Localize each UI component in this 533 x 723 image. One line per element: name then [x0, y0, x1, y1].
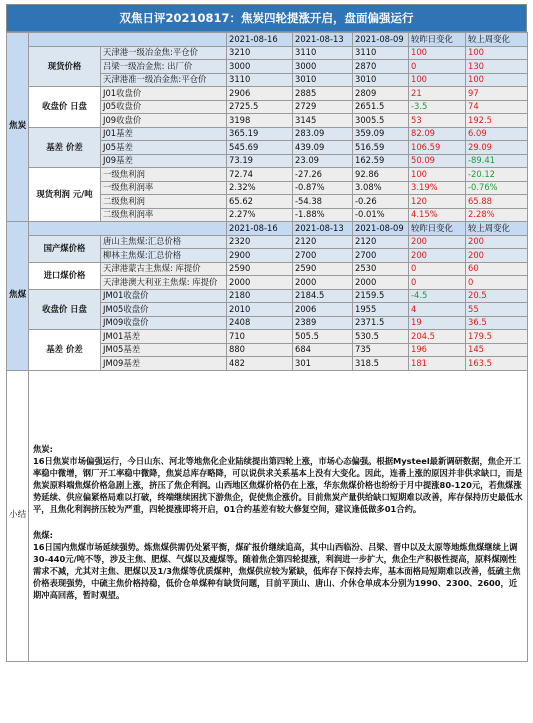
change-cell: 6.09 — [466, 127, 528, 141]
column-header: 较昨日变化 — [409, 33, 466, 47]
header-row — [7, 222, 528, 236]
report-title: 双焦日评20210817：焦炭四轮提涨开启，盘面偏强运行 — [6, 4, 527, 32]
summary-box — [29, 370, 528, 661]
value-cell: 73.19 — [227, 154, 293, 168]
change-cell: 200 — [466, 235, 528, 249]
indicator-name: J01基差 — [101, 127, 227, 141]
change-cell: -20.12 — [466, 168, 528, 182]
value-cell: 2.32% — [227, 181, 293, 195]
value-cell: 3005.5 — [353, 114, 409, 128]
value-cell: 3000 — [227, 60, 293, 74]
change-cell: 130 — [466, 60, 528, 74]
coking-coal-section — [7, 222, 528, 371]
value-cell: -0.26 — [353, 195, 409, 209]
column-header: 较昨日变化 — [409, 222, 466, 236]
change-cell: 100 — [466, 73, 528, 87]
value-cell: 3.08% — [353, 181, 409, 195]
value-cell: 2371.5 — [353, 316, 409, 330]
indicator-name: 天津港准一级冶金焦:平仓价 — [101, 73, 227, 87]
value-cell: 2120 — [293, 235, 353, 249]
change-cell: 179.5 — [466, 330, 528, 344]
change-cell: 100 — [409, 168, 466, 182]
value-cell: 545.69 — [227, 141, 293, 155]
change-cell: 100 — [409, 73, 466, 87]
change-cell: 192.5 — [466, 114, 528, 128]
change-cell: 204.5 — [409, 330, 466, 344]
value-cell: 2809 — [353, 87, 409, 101]
indicator-name: JM05基差 — [101, 343, 227, 357]
daily-report — [6, 4, 527, 715]
column-header: 较上周变化 — [466, 222, 528, 236]
change-cell: 0 — [409, 60, 466, 74]
value-cell: 2729 — [293, 100, 353, 114]
value-cell: 2389 — [293, 316, 353, 330]
coal-summary — [33, 529, 523, 601]
category-label: 基差 价差 — [29, 330, 101, 371]
change-cell: 60 — [466, 262, 528, 276]
change-cell: 97 — [466, 87, 528, 101]
value-cell: 710 — [227, 330, 293, 344]
indicator-name: JM09收盘价 — [101, 316, 227, 330]
change-cell: 53 — [409, 114, 466, 128]
indicator-name: 一级焦利润率 — [101, 181, 227, 195]
value-cell: 2184.5 — [293, 289, 353, 303]
value-cell: 3010 — [353, 73, 409, 87]
value-cell: -1.88% — [293, 208, 353, 222]
value-cell: 3198 — [227, 114, 293, 128]
column-header: 2021-08-16 — [227, 222, 293, 236]
region-label: 焦煤 — [7, 222, 29, 371]
value-cell: 2.27% — [227, 208, 293, 222]
value-cell: 2530 — [353, 262, 409, 276]
value-cell: 2900 — [227, 249, 293, 263]
region-label: 焦炭 — [7, 33, 29, 222]
value-cell: 359.09 — [353, 127, 409, 141]
value-cell: 2120 — [353, 235, 409, 249]
value-cell: 2000 — [293, 276, 353, 290]
table-row — [7, 289, 528, 303]
change-cell: 4 — [409, 303, 466, 317]
value-cell: 516.59 — [353, 141, 409, 155]
value-cell: 3145 — [293, 114, 353, 128]
value-cell: 23.09 — [293, 154, 353, 168]
value-cell: 735 — [353, 343, 409, 357]
value-cell: 880 — [227, 343, 293, 357]
value-cell: 2006 — [293, 303, 353, 317]
category-label: 现货价格 — [29, 46, 101, 87]
change-cell: 74 — [466, 100, 528, 114]
indicator-name: J05基差 — [101, 141, 227, 155]
value-cell: 2700 — [293, 249, 353, 263]
category-label: 进口煤价格 — [29, 262, 101, 289]
coal-summary-title: 焦煤: — [33, 529, 53, 540]
change-cell: 20.5 — [466, 289, 528, 303]
value-cell: 92.86 — [353, 168, 409, 182]
change-cell: 106.59 — [409, 141, 466, 155]
change-cell: -89.41 — [466, 154, 528, 168]
change-cell: 181 — [409, 357, 466, 371]
column-header: 2021-08-13 — [293, 33, 353, 47]
value-cell: 2010 — [227, 303, 293, 317]
change-cell: 100 — [466, 46, 528, 60]
change-cell: 65.88 — [466, 195, 528, 209]
change-cell: 36.5 — [466, 316, 528, 330]
change-cell: 0 — [409, 262, 466, 276]
change-cell: 100 — [409, 46, 466, 60]
change-cell: 120 — [409, 195, 466, 209]
value-cell: 3110 — [353, 46, 409, 60]
value-cell: 2700 — [353, 249, 409, 263]
value-cell: -27.26 — [293, 168, 353, 182]
column-header: 2021-08-16 — [227, 33, 293, 47]
value-cell: 3110 — [227, 73, 293, 87]
value-cell: 2408 — [227, 316, 293, 330]
value-cell: 365.19 — [227, 127, 293, 141]
indicator-name: 天津港蒙古主焦煤: 库提价 — [101, 262, 227, 276]
value-cell: 684 — [293, 343, 353, 357]
value-cell: 318.5 — [353, 357, 409, 371]
indicator-name: 一级焦利润 — [101, 168, 227, 182]
indicator-name: J05收盘价 — [101, 100, 227, 114]
value-cell: 2651.5 — [353, 100, 409, 114]
change-cell: 55 — [466, 303, 528, 317]
header-blank — [29, 33, 227, 47]
change-cell: 0 — [466, 276, 528, 290]
change-cell: 4.15% — [409, 208, 466, 222]
change-cell: 145 — [466, 343, 528, 357]
value-cell: 2590 — [293, 262, 353, 276]
category-label: 国产煤价格 — [29, 235, 101, 262]
change-cell: -3.5 — [409, 100, 466, 114]
value-cell: 3000 — [293, 60, 353, 74]
indicator-name: 柳林主焦煤:汇总价格 — [101, 249, 227, 263]
category-label: 收盘价 日盘 — [29, 87, 101, 128]
indicator-name: J09基差 — [101, 154, 227, 168]
category-label: 现货利润 元/吨 — [29, 168, 101, 222]
table-row — [7, 127, 528, 141]
change-cell: 50.09 — [409, 154, 466, 168]
change-cell: 21 — [409, 87, 466, 101]
change-cell: 196 — [409, 343, 466, 357]
value-cell: 2320 — [227, 235, 293, 249]
price-table — [6, 32, 528, 662]
summary-label: 小结 — [7, 370, 29, 661]
coke-section — [7, 33, 528, 222]
indicator-name: J09收盘价 — [101, 114, 227, 128]
header-row — [7, 33, 528, 47]
value-cell: 2159.5 — [353, 289, 409, 303]
table-row — [7, 46, 528, 60]
change-cell: 19 — [409, 316, 466, 330]
change-cell: -0.76% — [466, 181, 528, 195]
indicator-name: 唐山主焦煤:汇总价格 — [101, 235, 227, 249]
change-cell: -4.5 — [409, 289, 466, 303]
value-cell: 2000 — [353, 276, 409, 290]
indicator-name: 天津港一级冶金焦:平仓价 — [101, 46, 227, 60]
value-cell: 283.09 — [293, 127, 353, 141]
change-cell: 82.09 — [409, 127, 466, 141]
change-cell: 3.19% — [409, 181, 466, 195]
indicator-name: JM01收盘价 — [101, 289, 227, 303]
indicator-name: JM05收盘价 — [101, 303, 227, 317]
coke-summary — [33, 443, 523, 515]
table-row — [7, 168, 528, 182]
column-header: 2021-08-09 — [353, 222, 409, 236]
coal-summary-text: 16日国内焦煤市场延续强势。炼焦煤供需仍处紧平衡，煤矿报价继续追高，其中山西临汾、吕梁、晋中以及太原等地炼焦煤继续上调30-440元/吨不等，涉及主焦、肥煤、气煤以及瘦煤等。随着焦企第四轮提涨，利润进一步扩大，焦企生产积极性提高，原料煤刚性需求不减，尤其对主焦、肥煤以及1/3焦煤等优质煤种，焦煤供应较为紧缺，低库存下保持去库，基本面格局短期难以改善，低硫主焦价格表现强势，中硫主焦价格持稳，低价仓单煤种有缺货问题，目前平顶山、唐山、介休仓单成本分别为1990、2300、2600，近期冲高回落，暂时观望。 — [33, 541, 521, 600]
value-cell: 2000 — [227, 276, 293, 290]
change-cell: 163.5 — [466, 357, 528, 371]
value-cell: 72.74 — [227, 168, 293, 182]
indicator-name: JM01基差 — [101, 330, 227, 344]
value-cell: -0.87% — [293, 181, 353, 195]
value-cell: -0.01% — [353, 208, 409, 222]
coke-summary-title: 焦炭: — [33, 443, 53, 454]
value-cell: 3110 — [293, 46, 353, 60]
value-cell: 3010 — [293, 73, 353, 87]
change-cell: 0 — [409, 276, 466, 290]
indicator-name: JM09基差 — [101, 357, 227, 371]
value-cell: 2906 — [227, 87, 293, 101]
table-row — [7, 262, 528, 276]
summary-row — [7, 370, 528, 661]
coke-summary-text: 16日焦炭市场偏强运行，今日山东、河北等地焦化企业陆续提出第四轮上涨，市场心态偏强。根据Mysteel最新调研数据，焦企开工率稳中微增，钢厂开工率稳中微降，焦炭总库存略降，可以说供求关系基本上没有大变化。因此，连番上涨的原因并非供求缺口，而是焦炭原料端焦煤价格急剧上涨，挤压了焦企利润。山西地区焦煤价格仍在上涨，华东焦煤价格也纷纷于月中提涨80-120元，若焦煤涨势延续、供应偏紧格局难以打破，终端继续困扰下游焦企，促使焦企涨价。目前焦炭产量供给缺口短期难以改善，库存保持历史最低水平，且焦化利润挤压较为严重，四轮提涨即将开启，01合约基差有较大修复空间，建议逢低做多01合约。 — [33, 455, 523, 514]
change-cell: 29.09 — [466, 141, 528, 155]
change-cell: 2.28% — [466, 208, 528, 222]
value-cell: 505.5 — [293, 330, 353, 344]
column-header: 2021-08-13 — [293, 222, 353, 236]
value-cell: 301 — [293, 357, 353, 371]
change-cell: 200 — [466, 249, 528, 263]
value-cell: 530.5 — [353, 330, 409, 344]
value-cell: 162.59 — [353, 154, 409, 168]
indicator-name: 二级焦利润率 — [101, 208, 227, 222]
table-row — [7, 330, 528, 344]
value-cell: 439.09 — [293, 141, 353, 155]
value-cell: 2590 — [227, 262, 293, 276]
category-label: 收盘价 日盘 — [29, 289, 101, 330]
indicator-name: 二级焦利润 — [101, 195, 227, 209]
value-cell: 482 — [227, 357, 293, 371]
value-cell: 2180 — [227, 289, 293, 303]
table-row — [7, 235, 528, 249]
value-cell: 2885 — [293, 87, 353, 101]
column-header: 2021-08-09 — [353, 33, 409, 47]
value-cell: -54.38 — [293, 195, 353, 209]
table-row — [7, 87, 528, 101]
value-cell: 3210 — [227, 46, 293, 60]
value-cell: 65.62 — [227, 195, 293, 209]
change-cell: 200 — [409, 249, 466, 263]
category-label: 基差 价差 — [29, 127, 101, 168]
column-header: 较上周变化 — [466, 33, 528, 47]
value-cell: 2870 — [353, 60, 409, 74]
value-cell: 1955 — [353, 303, 409, 317]
indicator-name: 吕梁一级冶金焦: 出厂价 — [101, 60, 227, 74]
change-cell: 200 — [409, 235, 466, 249]
value-cell: 2725.5 — [227, 100, 293, 114]
indicator-name: J01收盘价 — [101, 87, 227, 101]
indicator-name: 天津港澳大利亚主焦煤: 库提价 — [101, 276, 227, 290]
header-blank — [29, 222, 227, 236]
